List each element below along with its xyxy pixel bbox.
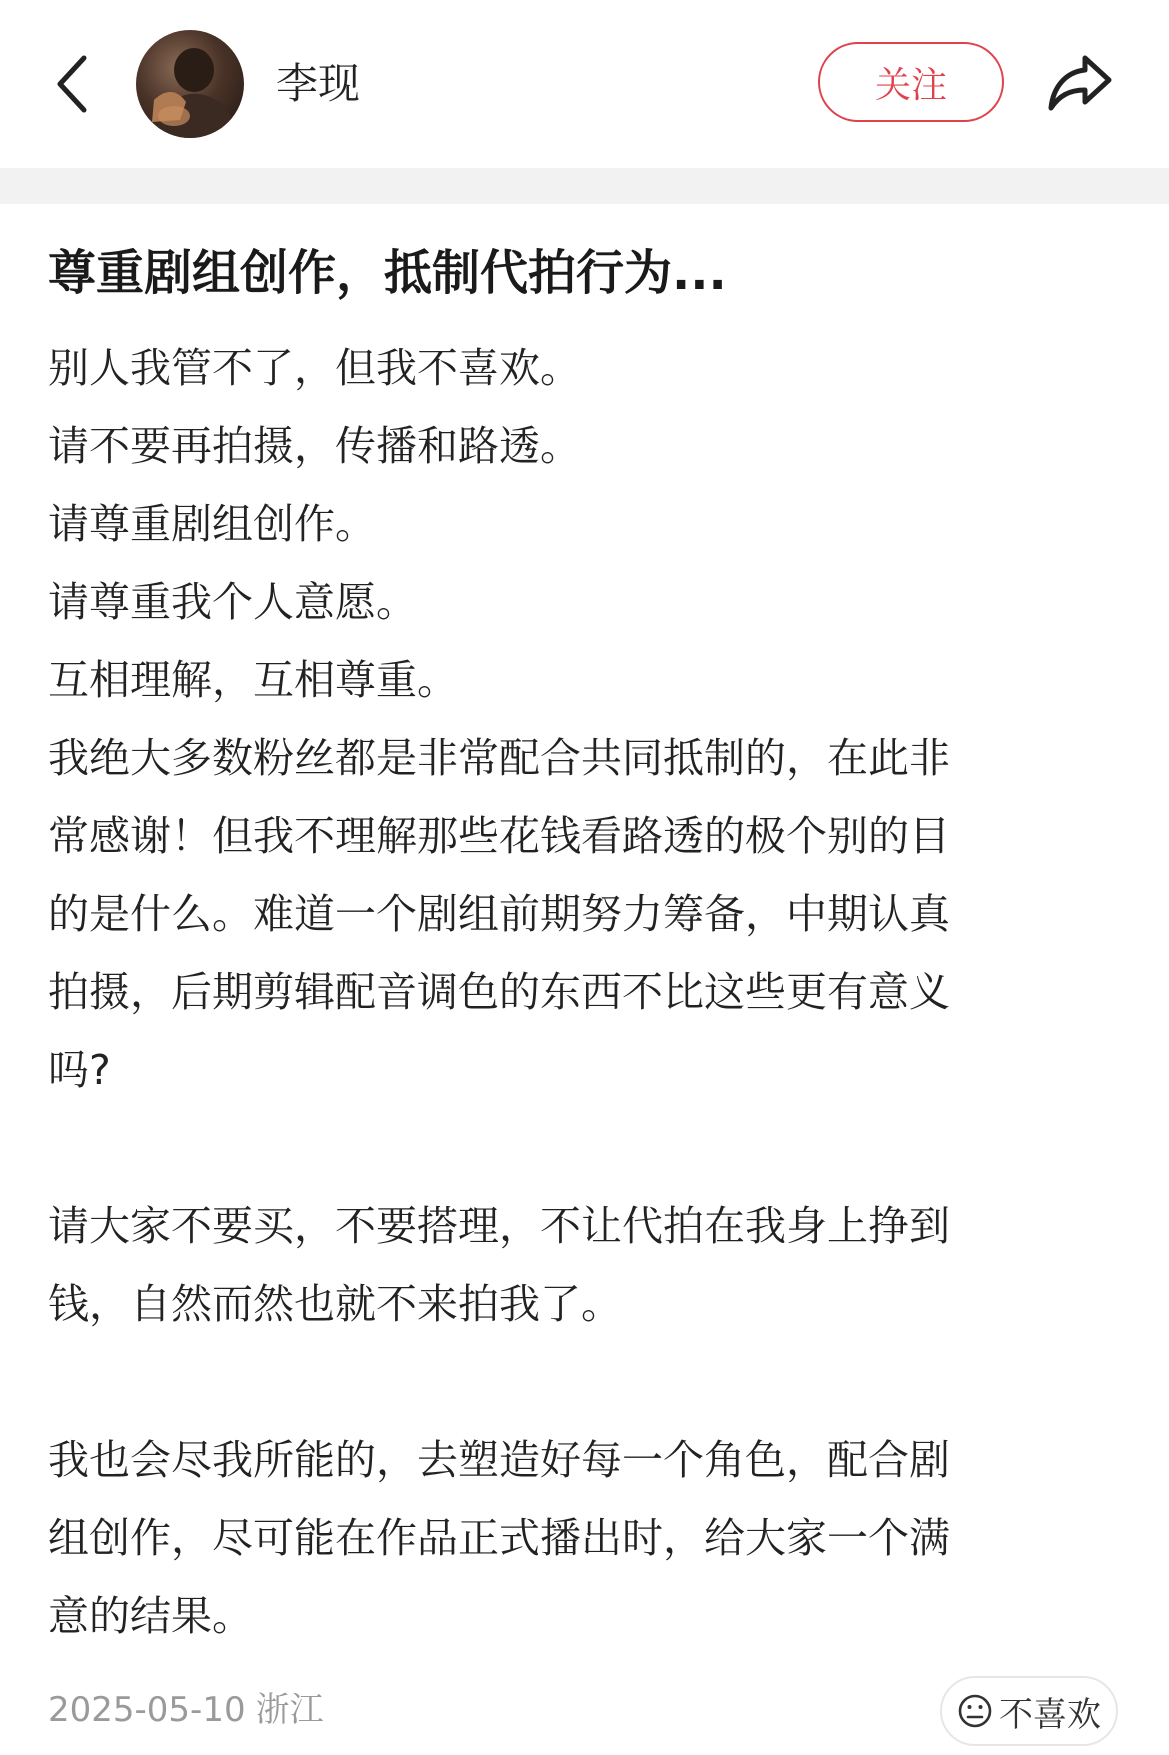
post-line: 请大家不要买，不要搭理，不让代拍在我身上挣到 bbox=[48, 1202, 950, 1250]
post-line: 吗? bbox=[48, 1046, 111, 1094]
post-line: 请不要再拍摄，传播和路透。 bbox=[48, 422, 581, 470]
header-divider bbox=[0, 168, 1169, 204]
frown-face-icon bbox=[957, 1693, 993, 1729]
post-line: 我也会尽我所能的，去塑造好每一个角色，配合剧 bbox=[48, 1436, 950, 1484]
post-line: 请尊重剧组创作。 bbox=[48, 500, 376, 548]
post-line: 别人我管不了，但我不喜欢。 bbox=[48, 344, 581, 392]
dislike-label: 不喜欢 bbox=[999, 1694, 1101, 1735]
post-title: 尊重剧组创作，抵制代拍行为... bbox=[48, 245, 727, 301]
follow-button[interactable]: 关注 bbox=[818, 42, 1004, 122]
post-body bbox=[48, 329, 1123, 1655]
post-meta bbox=[48, 1686, 324, 1734]
share-button[interactable] bbox=[1040, 42, 1120, 122]
post-line: 互相理解，互相尊重。 bbox=[48, 656, 458, 704]
share-arrow-icon bbox=[1045, 52, 1115, 112]
paragraph-gap bbox=[48, 1343, 1123, 1421]
avatar[interactable] bbox=[136, 30, 244, 138]
dislike-button[interactable] bbox=[940, 1676, 1118, 1746]
post-date: 2025-05-10 bbox=[48, 1690, 246, 1730]
post-line: 拍摄，后期剪辑配音调色的东西不比这些更有意义 bbox=[48, 968, 950, 1016]
avatar-image bbox=[136, 30, 244, 138]
post-line: 常感谢！但我不理解那些花钱看路透的极个别的目 bbox=[48, 812, 950, 860]
paragraph-gap bbox=[48, 1109, 1123, 1187]
post-line: 我绝大多数粉丝都是非常配合共同抵制的，在此非 bbox=[48, 734, 950, 782]
post-line: 组创作，尽可能在作品正式播出时，给大家一个满 bbox=[48, 1514, 950, 1562]
post-line: 意的结果。 bbox=[48, 1592, 253, 1640]
author-name[interactable]: 李现 bbox=[276, 59, 361, 108]
post-line: 的是什么。难道一个剧组前期努力筹备，中期认真 bbox=[48, 890, 950, 938]
post-line: 请尊重我个人意愿。 bbox=[48, 578, 417, 626]
post-header bbox=[0, 0, 1169, 168]
post-location: 浙江 bbox=[255, 1690, 324, 1730]
chevron-left-icon bbox=[52, 52, 92, 116]
back-button[interactable] bbox=[40, 40, 104, 128]
post-line: 钱，自然而然也就不来拍我了。 bbox=[48, 1280, 622, 1328]
